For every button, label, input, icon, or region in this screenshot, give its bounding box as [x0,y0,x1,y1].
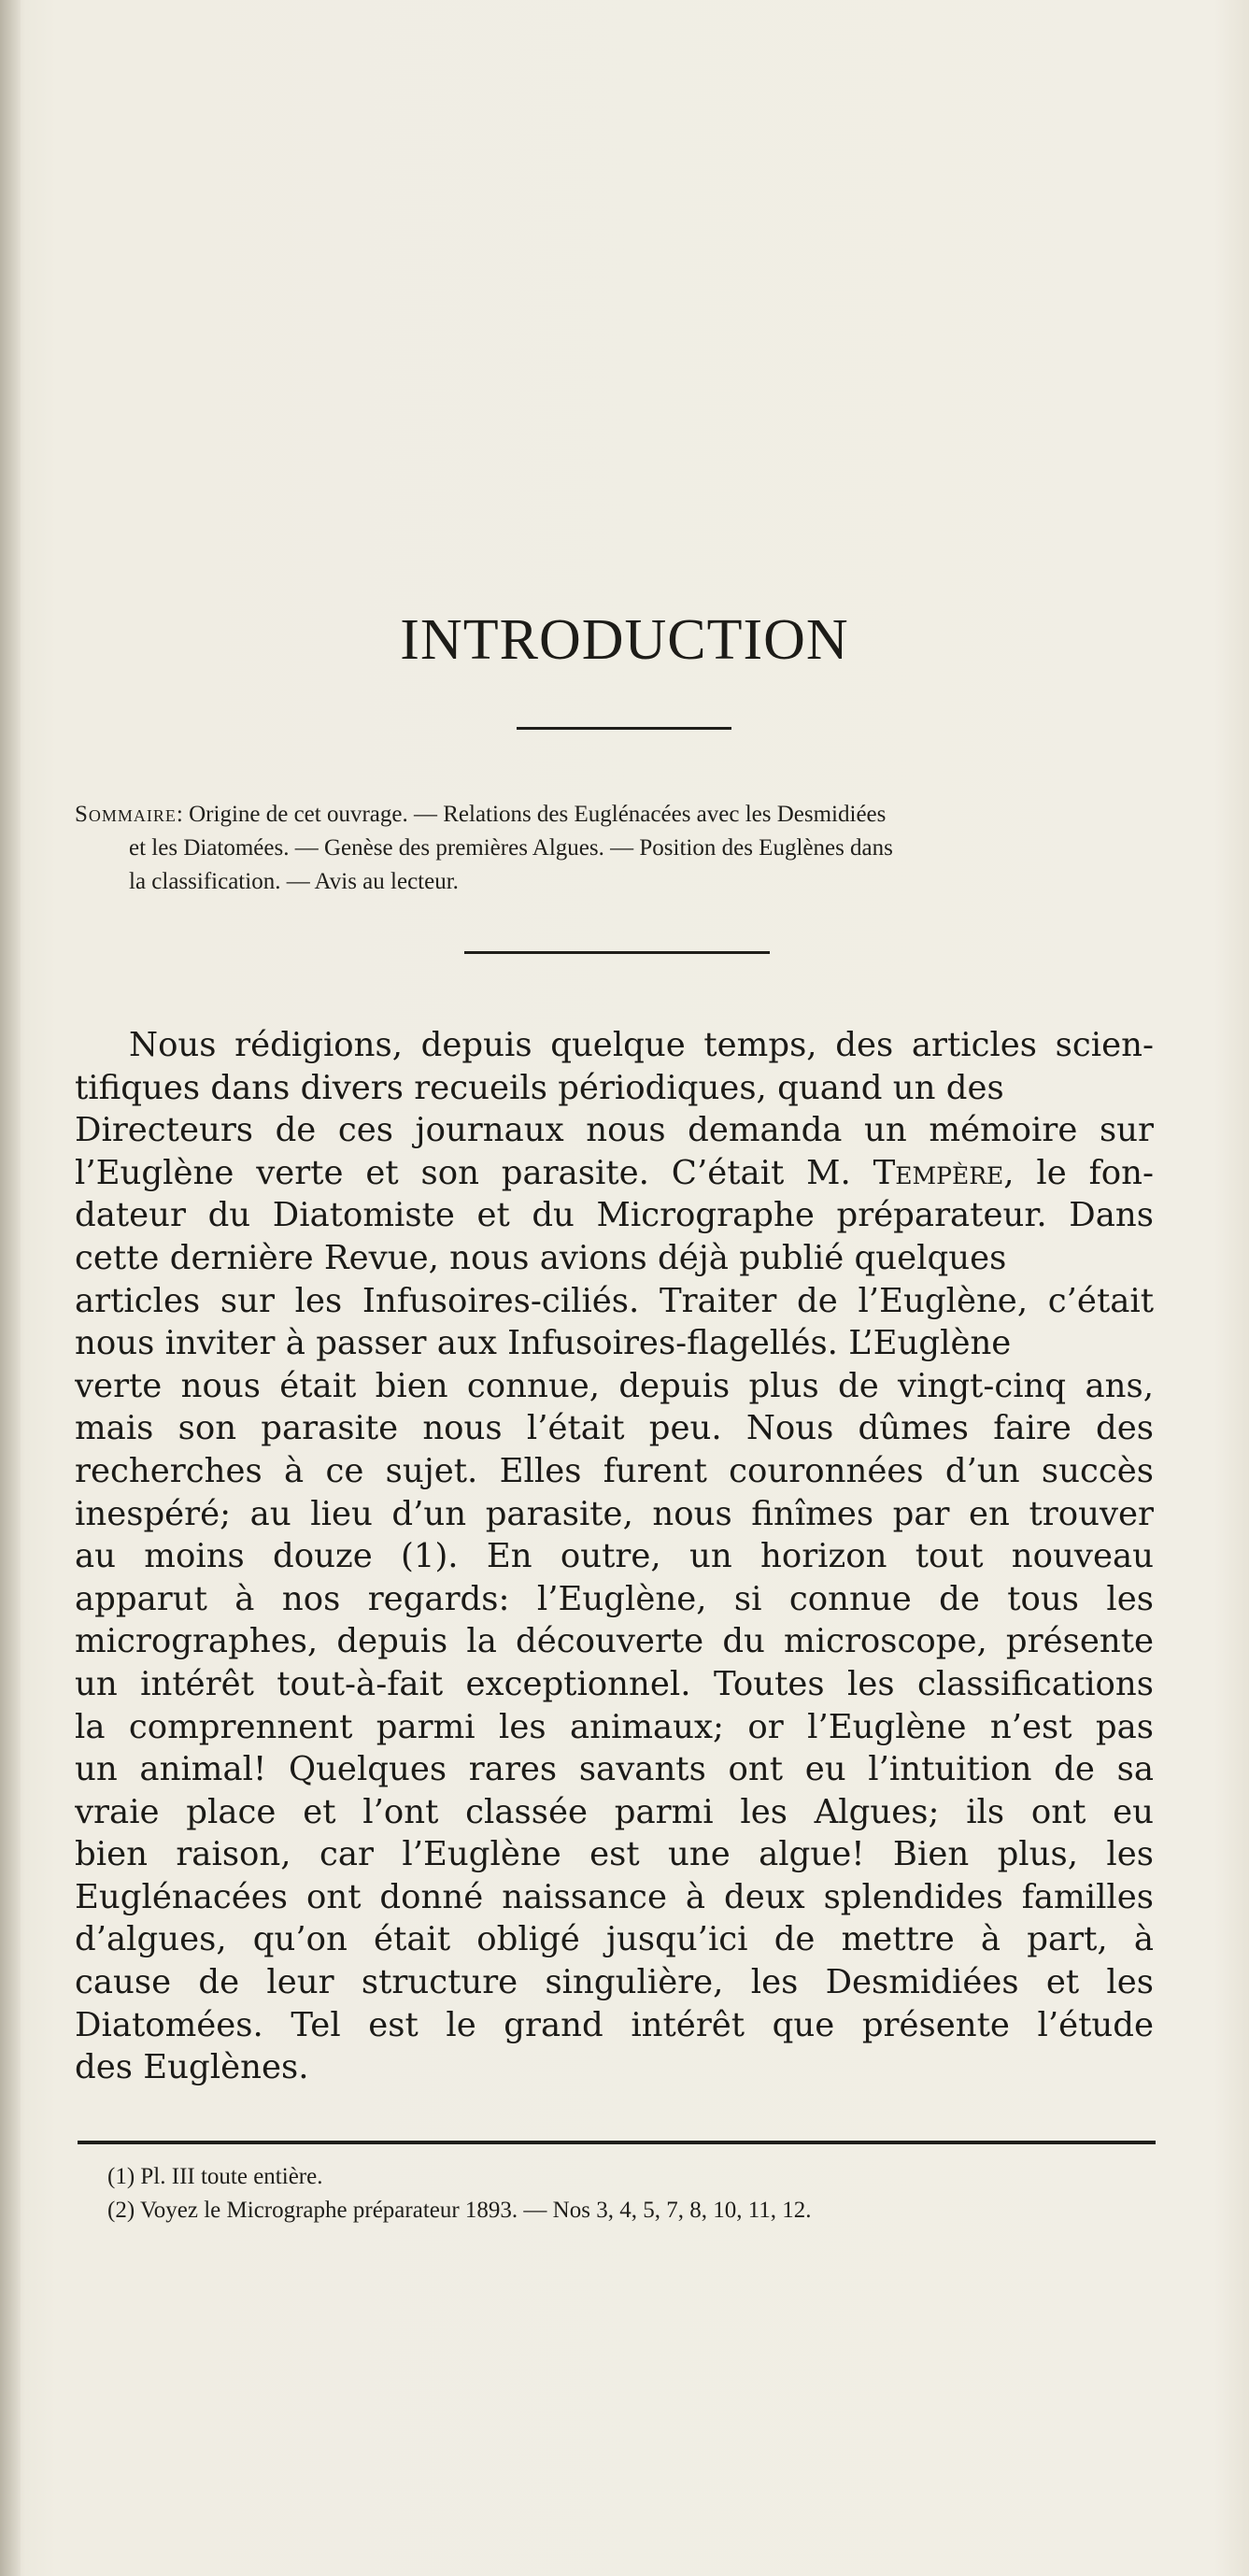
footnote-2: (2) Voyez le Micrographe préparateur 1893. — Nos 3, 4, 5, 7, 8, 10, 11, 12. [107,2198,812,2223]
body-line: dateur du Diatomiste et du Micrographe préparateur. Dans [75,1196,1154,1235]
title-rule [517,727,731,730]
footnote-1: (1) Pl. III toute entière. [107,2164,323,2189]
summary-rule [464,951,770,954]
body-paragraph [75,1024,1154,2089]
body-line: nous inviter à passer aux Infusoires-flagellés. L’Euglène [75,1324,1012,1363]
body-line: inespéré; au lieu d’un parasite, nous finîmes par en trouver [75,1494,1154,1533]
body-line: un intérêt tout-à-fait exceptionnel. Toutes les classifications [75,1664,1154,1703]
footnote-rule [78,2141,1156,2144]
body-line: recherches à ce sujet. Elles furent couronnées d’un succès [75,1451,1154,1490]
body-line: Nous rédigions, depuis quelque temps, des articles scien- [129,1026,1154,1064]
body-line: Directeurs de ces journaux nous demanda un mémoire sur [75,1111,1154,1150]
page-title: INTRODUCTION [400,608,849,672]
body-line: tifiques dans divers recueils périodiques, quand un des [75,1068,1004,1107]
body-line: des Euglènes. [75,2048,309,2087]
body-line-start: l’Euglène verte et son parasite. C’était M. [75,1153,851,1192]
body-line: cette dernière Revue, nous avions déjà publié quelques [75,1238,1007,1277]
body-line: cause de leur structure singulière, les Desmidiées et les [75,1963,1154,2002]
body-line: vraie place et l’ont classée parmi les Algues; ils ont eu [75,1792,1154,1831]
body-line: un animal! Quelques rares savants ont eu l’intuition de sa [75,1750,1154,1789]
summary-label: Sommaire [75,802,177,827]
summary-line-3: la classification. — Avis au lecteur. [129,869,459,894]
person-name: Tempère [873,1153,1004,1192]
book-spine-shadow [0,0,21,2576]
body-line: Diatomées. Tel est le grand intérêt que présente l’étude [75,2005,1154,2044]
body-line-with-name [75,1152,1154,1195]
body-line: d’algues, qu’on était obligé jusqu’ici de mettre à part, à [75,1920,1154,1959]
summary-line-1: : Origine de cet ouvrage. — Relations des Euglénacées avec les Desmidiées [176,802,887,827]
body-line: mais son parasite nous l’était peu. Nous dûmes faire des [75,1409,1154,1448]
body-line: bien raison, car l’Euglène est une algue! Bien plus, les [75,1835,1154,1874]
body-line: au moins douze (1). En outre, un horizon tout nouveau [75,1537,1154,1576]
summary-line-2: et les Diatomées. — Genèse des premières Algues. — Position des Euglènes dans [129,835,893,861]
body-line: verte nous était bien connue, depuis plus de vingt-cinq ans, [75,1366,1154,1405]
body-line-end: , le fon- [1003,1153,1154,1192]
footnotes [107,2160,1154,2227]
body-line: articles sur les Infusoires-ciliés. Traiter de l’Euglène, c’était [75,1281,1154,1320]
chapter-summary [75,798,1154,899]
body-line: apparut à nos regards: l’Euglène, si connue de tous les [75,1579,1154,1618]
body-line: la comprennent parmi les animaux; or l’Euglène n’est pas [75,1707,1154,1746]
body-line: micrographes, depuis la découverte du microscope, présente [75,1622,1154,1661]
body-line: Euglénacées ont donné naissance à deux splendides familles [75,1877,1154,1916]
